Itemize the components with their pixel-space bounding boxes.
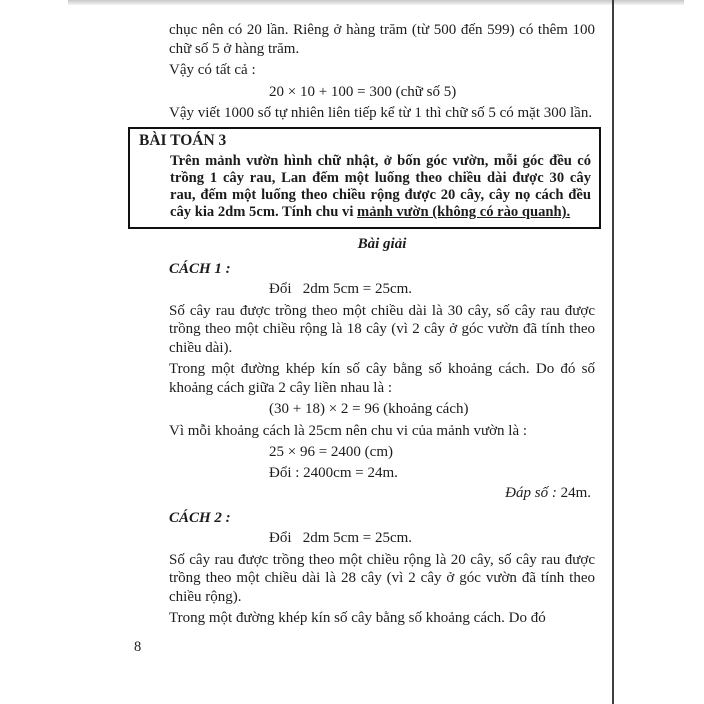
method2-label: CÁCH 2 : xyxy=(169,509,231,526)
answer-label: Đáp số : xyxy=(505,485,561,502)
intro-paragraph-3: Vậy viết 1000 số tự nhiên liên tiếp kể từ 1 thì chữ số 5 có mặt 300 lần. xyxy=(169,105,593,121)
method1-equation-2: 25 × 96 = 2400 (cm) xyxy=(269,444,393,461)
method1-label: CÁCH 1 : xyxy=(169,260,231,277)
problem-statement-text: Trên mảnh vườn hình chữ nhật, ở bốn góc vườn, mỗi góc đều có trồng 1 cây rau, Lan đếm một luống theo chiều dài được 30 cây rau, đếm một luống theo chiều rộng được 20 cây, cây nọ cách đều cây kia 2dm 5cm. Tính chu vi xyxy=(170,152,591,221)
method1-equation-1: (30 + 18) × 2 = 96 (khoảng cách) xyxy=(269,401,469,418)
page-content xyxy=(139,13,595,631)
method2-conversion: Đổi 2dm 5cm = 25cm. xyxy=(269,530,413,547)
method1-paragraph-2: Trong một đường khép kín số cây bằng số khoảng cách. Do đó số khoảng cách giữa 2 cây liền nhau là : xyxy=(169,361,595,396)
intro-paragraph-2: Vậy có tất cả : xyxy=(169,62,256,78)
method2-paragraph-1: Số cây rau được trồng theo một chiều rộng là 20 cây, số cây rau được trồng theo một chiều dài là 28 cây (vì 2 cây ở góc vườn đã tính theo chiều rộng). xyxy=(169,551,595,605)
intro-paragraph-1: chục nên có 20 lần. Riêng ở hàng trăm (từ 500 đến 599) có thêm 100 chữ số 5 ở hàng trăm. xyxy=(169,22,595,57)
page-right-edge-line xyxy=(612,0,614,704)
page-number: 8 xyxy=(134,639,142,655)
problem-statement-underlined: mảnh vườn (không có rào quanh). xyxy=(357,204,571,221)
method2-paragraph-2: Trong một đường khép kín số cây bằng số khoảng cách. Do đó xyxy=(169,610,546,627)
problem-statement xyxy=(170,153,591,222)
method1-answer xyxy=(169,484,595,503)
problem-box-title: BÀI TOÁN 3 xyxy=(139,131,227,149)
method1-paragraph-1: Số cây rau được trồng theo một chiều dài là 30 cây, số cây rau được trồng theo một chiều rộng là 18 cây (vì 2 cây ở góc vườn đã tính theo chiều dài). xyxy=(169,302,595,356)
page-top-edge-shadow xyxy=(68,0,684,5)
method1-equation-3: Đổi : 2400cm = 24m. xyxy=(269,464,398,481)
answer-value: 24m. xyxy=(560,485,591,502)
method1-paragraph-3: Vì mỗi khoảng cách là 25cm nên chu vi của mảnh vườn là : xyxy=(169,422,528,439)
intro-equation: 20 × 10 + 100 = 300 (chữ số 5) xyxy=(269,83,457,100)
solution-heading: Bài giải xyxy=(357,236,407,253)
method1-conversion: Đổi 2dm 5cm = 25cm. xyxy=(269,281,413,298)
problem-box xyxy=(128,127,601,230)
